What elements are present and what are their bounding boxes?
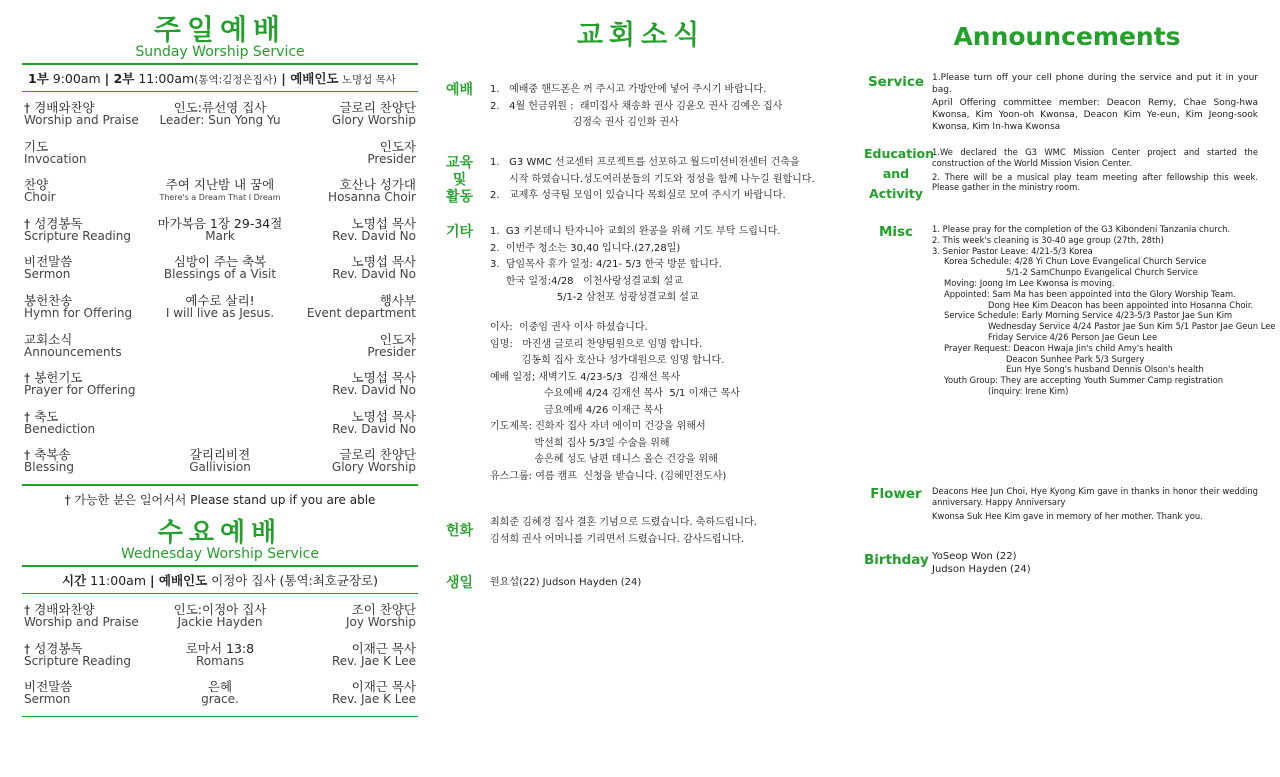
wednesday-order-of-service [22, 600, 418, 716]
order-item-ko: † 경배와찬양 [24, 100, 95, 115]
news-line: 1. G3 WMC 선교센터 프로젝트를 선포하고 월드미션비젼센터 건축을 [490, 157, 800, 168]
order-item-ko: † 축복송 [24, 447, 71, 463]
announcement-line: YoSeop Won (22) [932, 551, 1017, 562]
order-content-ko: 로마서 13:8 [185, 640, 255, 656]
offering-body [490, 515, 840, 548]
order-row [22, 445, 418, 484]
worship-section [436, 82, 846, 142]
order-leader [332, 255, 416, 281]
order-leader [367, 140, 416, 166]
order-item-en: Worship and Praise [24, 113, 139, 127]
news-line: 1. G3 키본데니 탄자니아 교회의 완공을 위해 기도 부탁 드립니다. [490, 226, 781, 237]
announcement-line: 3. Senior Pastor Leave: 4/21-5/3 Korea [932, 245, 1093, 256]
announcement-line: 2. This week's cleaning is 30-40 age group (27th, 28th) [932, 234, 1164, 245]
birthday-label: Birthday [864, 552, 929, 568]
news-line: 김동희 집사 호산나 성가대원으로 임명 합니다. [490, 355, 725, 366]
announcement-line: 1.Please turn off your cell phone during the service and put it in your bag. [932, 73, 1258, 95]
news-line: 1. 예배중 핸드폰은 꺼 주시고 가방안에 넣어 주시기 바랍니다. [490, 84, 767, 95]
order-leader-en: Rev. David No [332, 383, 416, 398]
offering-section [436, 515, 846, 555]
order-leader-en: Presider [367, 344, 416, 359]
first-service-label: 1부 [28, 71, 49, 86]
order-leader-ko: 글로리 찬양단 [339, 447, 416, 463]
flower-body [932, 486, 1258, 524]
time-value: 11:00am [86, 572, 150, 588]
order-item [24, 410, 95, 436]
news-line: 금요예배 4/26 이재근 목사 [490, 404, 663, 416]
news-line: 2. 교제후 성극팀 모임이 있습니다 목회실로 모여 주시기 바랍니다. [490, 190, 786, 201]
news-line: 기도제목: 진화자 집사 자녀 에이미 건강을 위해서 [490, 421, 706, 432]
leader-label: 예배인도 [158, 572, 208, 588]
order-item-en: Scripture Reading [24, 228, 131, 243]
news-line: 3. 담임목사 휴가 일정: 4/21- 5/3 한국 방문 합니다. [490, 259, 722, 270]
order-leader [332, 680, 416, 706]
order-leader-en: Rev. David No [332, 421, 416, 436]
news-line: 예배 일정; 새벽기도 4/23-5/3 김재선 목사 [490, 371, 681, 383]
wednesday-title: 수요예배 [157, 517, 283, 548]
education-label: Education and Activity [864, 146, 934, 201]
announcement-line: Dong Hee Kim Deacon has been appointed into Hosanna Choir. [988, 299, 1254, 310]
announcement-line: Service Schedule: Early Morning Service 4/23-5/3 Pastor Jae Sun Kim [944, 310, 1233, 321]
order-content-en: Mark [205, 228, 235, 243]
order-leader-ko: 글로리 찬양단 [339, 100, 416, 115]
announcements-title: Announcements [953, 22, 1181, 51]
order-leader-ko: 이재근 목사 [351, 640, 416, 656]
order-row [22, 639, 418, 678]
order-leader-ko: 이재근 목사 [351, 679, 416, 695]
order-leader-ko: 조이 찬양단 [351, 601, 416, 617]
order-row [22, 98, 418, 137]
announcement-line: Youth Group: They are accepting Youth Summer Camp registration [944, 375, 1224, 386]
order-row [22, 330, 418, 369]
announcement-line: Deacon Sunhee Park 5/3 Surgery [1006, 353, 1145, 364]
sunday-subtitle: Sunday Worship Service [135, 44, 305, 60]
order-item-en: Scripture Reading [24, 653, 131, 668]
separator: | [149, 572, 159, 588]
order-leader [332, 642, 416, 668]
order-item-ko: 비전말씀 [24, 254, 73, 270]
worship-body [490, 82, 840, 132]
order-leader-en: Rev. Jae K Lee [332, 692, 416, 707]
order-item-ko: 봉헌찬송 [24, 292, 73, 308]
order-leader-ko: 노명섭 목사 [351, 215, 416, 231]
announcement-line: Korea Schedule: 4/28 Yi Chun Love Evangelical Church Service [944, 256, 1207, 267]
order-item-en: Prayer for Offering [24, 383, 136, 398]
announcement-line: 2. There will be a musical play team meeting after fellowship this week. Please gather in the ministry room. [932, 171, 1258, 193]
order-content-ko: 주여 지난밤 내 꿈에 [165, 177, 275, 193]
misc-body [490, 224, 840, 307]
order-row [22, 175, 418, 214]
news-line: 김정숙 권사 김인화 권사 [490, 117, 679, 128]
worship-label: 예배 [446, 82, 474, 98]
birthday-body [932, 550, 1258, 576]
announcements-column [864, 0, 1276, 575]
service-section [864, 70, 1260, 130]
announcement-line: 5/1-2 SamChunpo Evangelical Church Service [1006, 267, 1198, 278]
order-leader-ko: 노명섭 목사 [351, 408, 416, 424]
birthday-body [490, 575, 840, 592]
order-leader [332, 448, 416, 474]
education-section [864, 144, 1260, 204]
order-item-en: Choir [24, 190, 56, 205]
order-leader [307, 294, 416, 320]
order-leader-ko: 호산나 성가대 [339, 177, 416, 193]
order-item-ko: 찬양 [24, 177, 49, 193]
order-row [22, 137, 418, 176]
order-leader-ko: 행사부 [379, 292, 416, 308]
interpretation-note: (통역:김정은집사) [194, 74, 277, 86]
order-content-en: Jackie Hayden [177, 614, 263, 629]
order-leader-ko: 인도자 [379, 138, 416, 154]
birthday-label: 생일 [446, 575, 474, 591]
service-label: Service [867, 74, 925, 90]
stand-note: † 가능한 분은 일어서서 Please stand up if you are able [64, 492, 376, 507]
order-item-en: Hymn for Offering [24, 305, 133, 320]
order-item-en: Sermon [24, 692, 71, 707]
education-body [932, 147, 1258, 196]
order-content-en: There's a Dream That I Dream [159, 193, 281, 203]
news-line: 원요섭(22) Judson Hayden (24) [490, 577, 642, 588]
announcement-line: Judson Hayden (24) [932, 564, 1031, 575]
announcement-line: Eun Hye Song's husband Dennis Olson's health [1006, 364, 1204, 375]
announcement-line: Friday Service 4/26 Person Jae Geun Lee [988, 331, 1158, 342]
news-line: 2. 이번주 청소는 30,40 입니다.(27,28일) [490, 242, 681, 254]
order-content-ko: 마가복음 1장 29-34절 [157, 215, 283, 231]
education-label: 교육 및 활동 [446, 155, 474, 205]
divider [22, 593, 418, 594]
misc-section [864, 222, 1276, 432]
news-line: 이사: 이중임 권사 이사 하셨습니다. [490, 322, 648, 333]
birthday-section [864, 550, 1260, 580]
order-content-ko: 갈리리비젼 [189, 447, 251, 463]
misc-label: 기타 [446, 224, 474, 240]
order-leader-ko: 노명섭 목사 [351, 370, 416, 386]
order-content-en: I will live as Jesus. [165, 305, 275, 320]
second-service-time: 11:00am [134, 71, 195, 86]
worship-column [22, 0, 418, 717]
order-item-ko: † 성경봉독 [24, 640, 83, 656]
education-body [490, 155, 840, 205]
order-content-ko: 심방이 주는 축복 [173, 254, 267, 270]
order-leader [332, 217, 416, 243]
order-row [22, 368, 418, 407]
order-leader-en: Rev. David No [332, 228, 416, 243]
order-item-ko: † 축도 [24, 408, 59, 424]
order-item-en: Blessing [24, 460, 75, 475]
separator: | [276, 71, 291, 86]
first-service-time: 9:00am [48, 71, 105, 86]
church-news-title: 교회소식 [576, 20, 706, 51]
announcement-line: Kwonsa Suk Hee Kim gave in memory of her mother. Thank you. [932, 510, 1203, 521]
announcement-line: Deacons Hee Jun Choi, Hye Kyong Kim gave in thanks in honor their wedding anniversary. Happy Anniversary [932, 486, 1258, 507]
news-line: 김석희 권사 어머니를 기리면서 드렸습니다. 감사드립니다. [490, 533, 745, 545]
order-content-ko: 은혜 [207, 679, 233, 695]
second-service-label: 2부 [113, 71, 135, 86]
order-leader-en: Hosanna Choir [328, 190, 416, 205]
announcement-line: 1.We declared the G3 WMC Mission Center project and started the construction of the World Mission Vision Center. [932, 147, 1258, 168]
order-content-en: grace. [201, 692, 239, 707]
leader-name: 이정아 집사 (통역:최호균장로) [207, 572, 378, 588]
order-content-en: Leader: Sun Yong Yu [159, 113, 281, 127]
misc-body-2 [490, 320, 840, 485]
misc-label: Misc [878, 224, 914, 240]
order-leader-en: Rev. David No [332, 267, 416, 282]
order-content-ko: 예수로 살리! [185, 292, 255, 308]
order-item-ko: 비전말씀 [24, 679, 73, 695]
announcement-line: Prayer Request: Deacon Hwaja Jin's child Amy's health [944, 342, 1173, 353]
order-item-ko: † 봉헌기도 [24, 370, 83, 386]
news-line: 송은혜 성도 남편 데니스 올슨 건강을 위해 [490, 454, 718, 465]
offering-label: 헌화 [446, 523, 474, 539]
order-row [22, 252, 418, 291]
news-line: 최희준 김혜경 집사 결혼 기념으로 드렸습니다. 축하드립니다. [490, 517, 757, 528]
order-leader-en: Rev. Jae K Lee [332, 653, 416, 668]
sunday-title: 주일예배 [153, 13, 287, 46]
wednesday-times [22, 567, 418, 593]
order-leader [332, 371, 416, 397]
flower-section [864, 484, 1260, 524]
misc-section [436, 224, 846, 494]
announcement-line: 1. Please pray for the completion of the G3 Kibondeni Tanzania church. [932, 224, 1231, 234]
order-item-en: Worship and Praise [24, 614, 139, 629]
order-leader-en: Glory Worship [331, 460, 416, 475]
service-body [932, 72, 1258, 133]
order-leader [332, 410, 416, 436]
announcement-line: Moving: Joong Im Lee Kwonsa is moving. [944, 277, 1115, 288]
news-line: 수요예배 4/24 김재선 목사 5/1 이재근 목사 [490, 388, 741, 399]
flower-label: Flower [870, 486, 922, 502]
order-leader-ko: 인도자 [379, 331, 416, 347]
order-item-en: Invocation [24, 151, 87, 166]
order-content-en: Gallivision [189, 460, 251, 475]
order-item-ko: † 성경봉독 [24, 215, 83, 231]
order-content-ko: 인도:류선영 집사 [173, 100, 267, 115]
order-content-en: Blessings of a Visit [163, 267, 277, 282]
order-leader-en: Joy Worship [345, 614, 416, 629]
news-line: 박선희 집사 5/3일 수술을 위해 [490, 437, 670, 449]
announcement-line: (inquiry: Irene Kim) [988, 385, 1069, 396]
education-section [436, 155, 846, 215]
news-line: 유스그룹: 여름 캠프 신청을 받습니다. (김혜민전도사) [490, 470, 727, 482]
order-item [24, 140, 87, 166]
order-leader-en: Glory Worship [331, 113, 416, 127]
order-item-ko: 교회소식 [24, 331, 73, 347]
order-item-ko: † 경배와찬양 [24, 601, 95, 617]
wednesday-subtitle: Wednesday Worship Service [121, 545, 319, 562]
news-line: 시작 하였습니다.성도여러분들의 기도와 정성을 함께 나누길 원합니다. [490, 173, 815, 185]
order-leader [346, 603, 416, 629]
leader-label: 예배인도 [290, 71, 339, 86]
announcement-line: Wednesday Service 4/24 Pastor Jae Sun Kim 5/1 Pastor Jae Geun Lee [988, 321, 1276, 332]
divider [22, 91, 418, 92]
order-row [22, 677, 418, 716]
order-leader [328, 178, 416, 204]
order-item-en: Benediction [24, 421, 96, 436]
order-leader-en: Event department [306, 305, 416, 320]
birthday-section [436, 575, 846, 599]
order-item-en: Announcements [24, 344, 122, 359]
announcement-line: Appointed: Sam Ma has been appointed into the Glory Worship Team. [944, 288, 1236, 299]
news-line: 2. 4월 헌금위원 : 래미집사 채송화 권사 김윤오 권사 김예은 집사 [490, 100, 783, 112]
order-leader-ko: 노명섭 목사 [351, 254, 416, 270]
order-row [22, 214, 418, 253]
separator: | [104, 71, 114, 86]
news-line: 임명: 마진샘 글로리 찬양팀원으로 임명 합니다. [490, 338, 703, 350]
time-label: 시간 [62, 572, 87, 588]
leader-name: 노명섭 목사 [338, 74, 396, 86]
order-row [22, 291, 418, 330]
order-item-en: Sermon [24, 267, 71, 282]
sunday-times [22, 65, 418, 91]
announcement-line: April Offering committee member: Deacon Remy, Chae Song-hwa Kwonsa, Kim Yoon-oh Kwonsa, Deacon Kim Ye-eun, Kim Jeong-sook Kwonsa, Kim In-hwa Kwonsa [932, 98, 1258, 132]
sunday-order-of-service [22, 98, 418, 484]
order-item [24, 371, 135, 397]
order-row [22, 600, 418, 639]
news-line: 한국 일정:4/28 이천사랑성결교회 설교 [490, 275, 683, 287]
divider [22, 716, 418, 717]
order-item-ko: 기도 [24, 138, 49, 154]
church-news-column [436, 0, 846, 591]
misc-body [932, 224, 1276, 397]
order-leader-en: Presider [367, 151, 416, 166]
news-line: 5/1-2 삼천포 성광성결교회 설교 [490, 292, 699, 303]
order-item [24, 333, 122, 359]
order-row [22, 407, 418, 446]
order-content-en: Romans [195, 653, 245, 668]
order-leader [367, 333, 416, 359]
order-leader [332, 101, 416, 127]
order-content-ko: 인도:이정아 집사 [173, 601, 267, 617]
